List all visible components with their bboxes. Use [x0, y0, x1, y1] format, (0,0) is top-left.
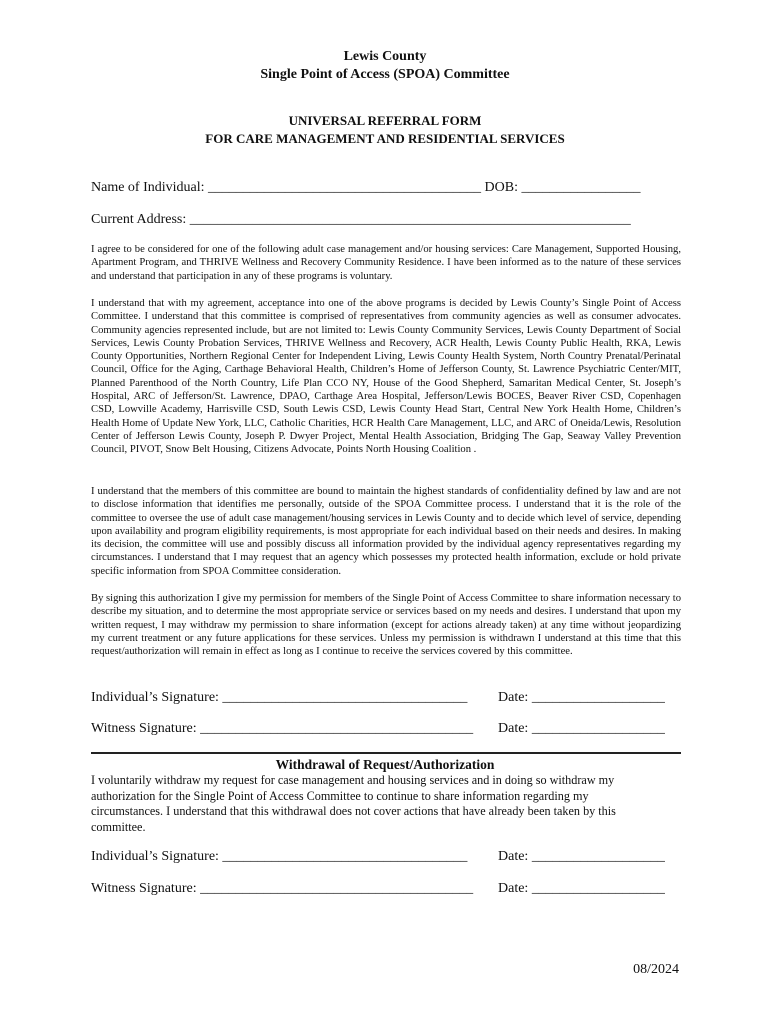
withdrawal-witness-date-field[interactable]: Date: ___________________: [498, 881, 665, 896]
form-title: UNIVERSAL REFERRAL FORM: [288, 113, 482, 128]
confidentiality-paragraph: I understand that the members of this committee are bound to maintain the highest standards of confidentiality defined by law and are not to disclose information that identifies me personally, outside of the SPOA Committee process. I understand that it is the role of the committee to oversee the use of adult case management/housing services in Lewis County and to decide which level of service, depending upon availability and program eligibility requirements, is most appropriate for each individual based on their needs and desires. In making its decision, the committee will use and possibly discuss all information provided by the individual agency representatives regarding my circumstances. I understand that I may request that an agency which possesses my protected health information, exclude or hold private specific information from SPOA Committee consideration.: [91, 486, 681, 577]
section-divider: [91, 752, 681, 754]
consent-paragraph: I agree to be considered for one of the following adult case management and/or housing services: Care Management, Supported Housing, Apartment Program, and THRIVE Wellness and Recovery Community Residence. I have been informed as to the nature of these services and understand that participation in any of these programs is voluntary.: [91, 244, 681, 282]
committee-name: Single Point of Access (SPOA) Committee: [260, 67, 510, 82]
withdrawal-individual-signature-row: [91, 849, 681, 865]
revision-date: 08/2024: [633, 962, 679, 977]
individual-signature-row: [91, 690, 681, 706]
authorization-paragraph: By signing this authorization I give my permission for members of the Single Point of Access Committee to share information necessary to describe my situation, and to determine the most appropriate service or services based on my needs and desires. I understand that upon my written request, I may withdraw my permission to share information (except for actions already taken) at any time without jeopardizing my current treatment or any future applications for these services. Unless my permission is withdrawn I understand at this time that this request/authorization will remain in effect as long as I continue to receive the services covered by this committee.: [91, 593, 681, 658]
witness-signature-field[interactable]: Witness Signature: _______________________________________: [91, 721, 474, 736]
committee-paragraph: I understand that with my agreement, acceptance into one of the above programs is decided by Lewis County’s Single Point of Access Committee. I understand that this committee is comprised of representatives from community agencies as well as consumer advocates. Community agencies represented include, but are not limited to: Lewis County Community Services, Lewis County Department of Social Services, Lewis County Probation Services, THRIVE Wellness and Recovery, ACR Health, Lewis County Public Health, RKA, Lewis County Opportunities, Northern Regional Center for Independent Living, Lewis County Health System, North Country Prenatal/Perinatal Council, Office for the Aging, Carthage Behavioral Health, Children’s Home of Jefferson County, St. Lawrence Psychiatric Center/MIT, Planned Parenthood of the North Country, Life Plan CCO NY, House of the Good Shepherd, Samaritan Medical Center, St. Joseph’s Hospital, ARC of Jefferson/St. Lawrence, DPAO, Carthage Area Hospital, Jefferson/Lewis BOCES, Beaver River CSD, Copenhagen CSD, Lowville Academy, Harrisville CSD, South Lewis CSD, Lewis County Head Start, Central New York Health Home, Children’s Health Home of Update New York, LLC, Catholic Charities, HCR Health Care Management, LLC, and ARC of Oneida/Lewis, Resolution Center of Jefferson Lewis County, Joseph P. Dwyer Project, Mental Health Association, Bridging The Gap, Seaway Valley Prevention Council, PIVOT, Snow Belt Housing, Citizens Advocate, Points North Housing Coalition .: [91, 298, 681, 456]
witness-signature-row: [91, 721, 681, 737]
header-block: [0, 48, 770, 84]
current-address-field[interactable]: Current Address: _______________________________________________________________: [91, 212, 631, 227]
org-name: Lewis County: [343, 49, 427, 64]
withdrawal-title: Withdrawal of Request/Authorization: [275, 757, 495, 772]
withdrawal-individual-date-field[interactable]: Date: ___________________: [498, 849, 665, 864]
withdrawal-witness-signature-row: [91, 881, 681, 897]
witness-date-field[interactable]: Date: ___________________: [498, 721, 665, 736]
withdrawal-witness-signature-field[interactable]: Witness Signature: _______________________________________: [91, 881, 474, 896]
individual-signature-field[interactable]: Individual’s Signature: ___________________________________: [91, 690, 468, 705]
individual-date-field[interactable]: Date: ___________________: [498, 690, 665, 705]
form-subtitle: FOR CARE MANAGEMENT AND RESIDENTIAL SERVICES: [205, 131, 565, 146]
withdrawal-paragraph: I voluntarily withdraw my request for case management and housing services and in doing so withdraw my authorization for the Single Point of Access Committee to continue to share information regarding my circumstances. I understand that this withdrawal does not cover actions that have already been taken by this committee.: [91, 773, 616, 834]
form-title-block: [0, 112, 770, 148]
withdrawal-individual-signature-field[interactable]: Individual’s Signature: ___________________________________: [91, 849, 468, 864]
name-dob-field[interactable]: Name of Individual: _______________________________________ DOB: _________________: [91, 180, 641, 195]
